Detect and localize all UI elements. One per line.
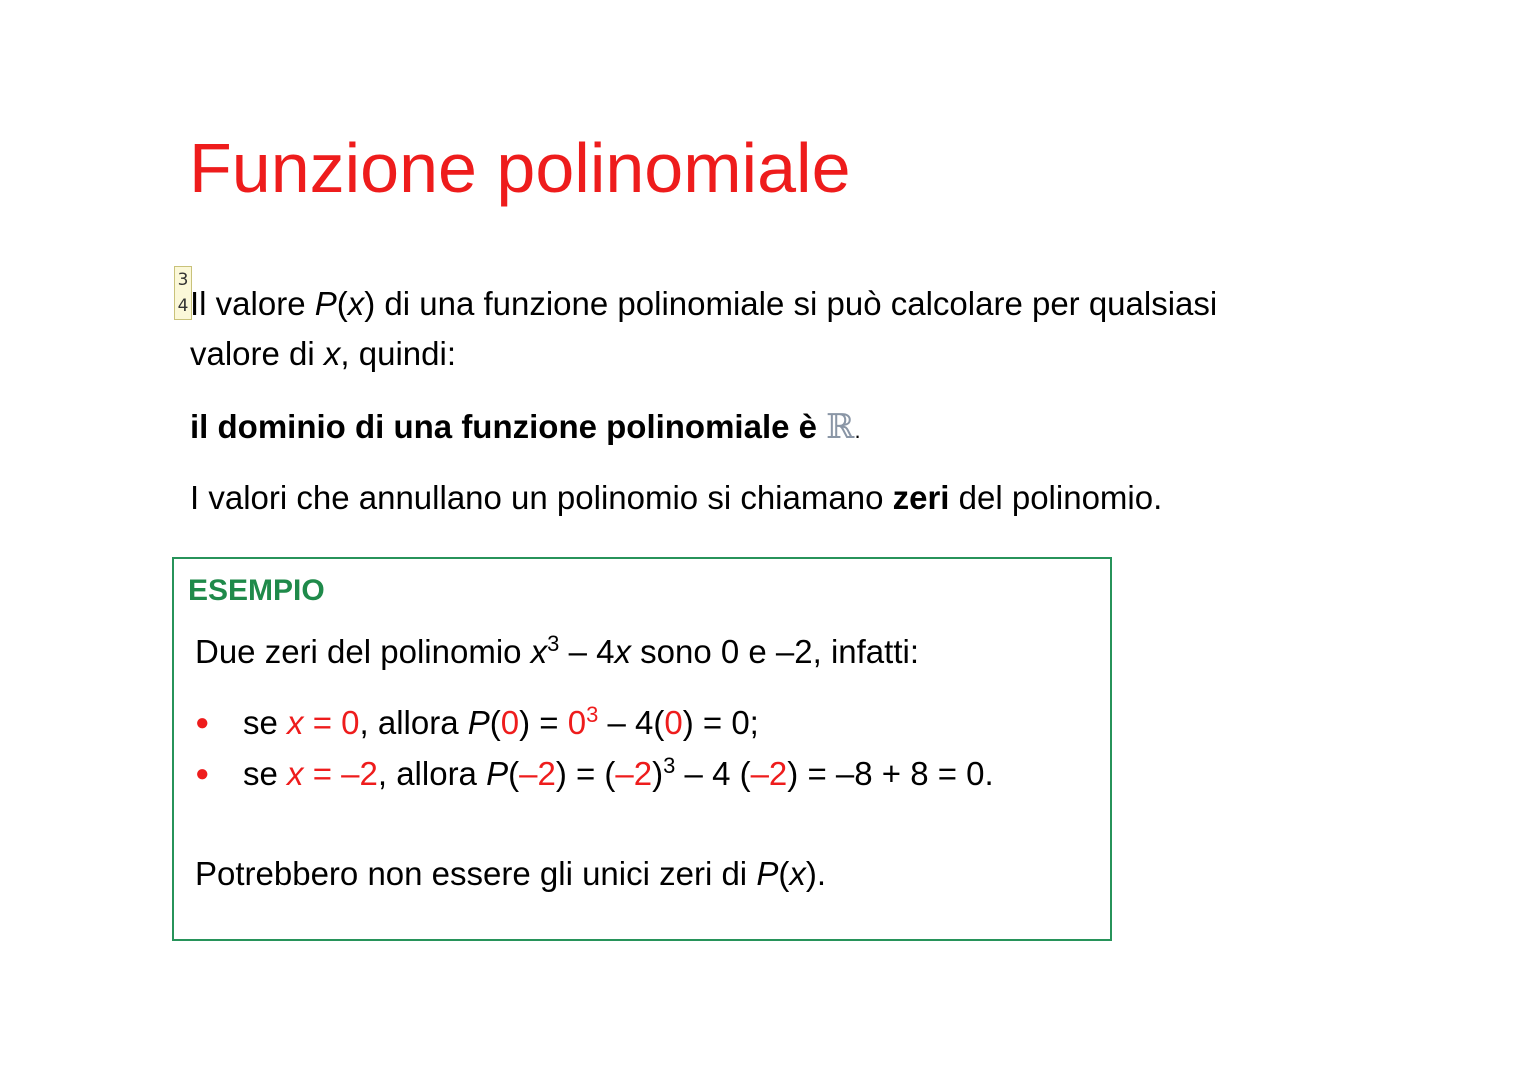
bullet-icon: ●	[195, 709, 210, 736]
example-item-2: ● se x = –2, allora $P(-2) = (-2)^3 - 4$ (–2) = –8 + 8 = 0.	[195, 751, 994, 797]
bullet-icon: ●	[195, 760, 210, 787]
example-label: ESEMPIO	[188, 574, 325, 607]
marker-bottom: 4	[177, 296, 189, 316]
marker-top: 3	[177, 270, 189, 290]
paragraph-value-definition: Il valore P(x) di una funzione polinomiale si può calcolare per qualsiasi valore di x, quindi:	[190, 285, 1218, 372]
example-box	[172, 557, 1112, 941]
example-item-1: ● se x = 0, allora $P(0) = 0^3 - 4(0) = 0$;	[195, 700, 759, 746]
example-intro: Due zeri del polinomio $x^3 - 4x$ sono 0 e –2, infatti:	[195, 631, 919, 670]
slide-title: Funzione polinomiale	[189, 129, 851, 207]
real-numbers-symbol: ℝ	[826, 407, 855, 447]
paragraph-zeros: I valori che annullano un polinomio si chiamano zeri del polinomio.	[190, 479, 1163, 516]
paragraph-domain: il dominio di una funzione polinomiale è ℝ.	[190, 407, 861, 447]
example-closing: Potrebbero non essere gli unici zeri di P(x).	[195, 855, 826, 892]
